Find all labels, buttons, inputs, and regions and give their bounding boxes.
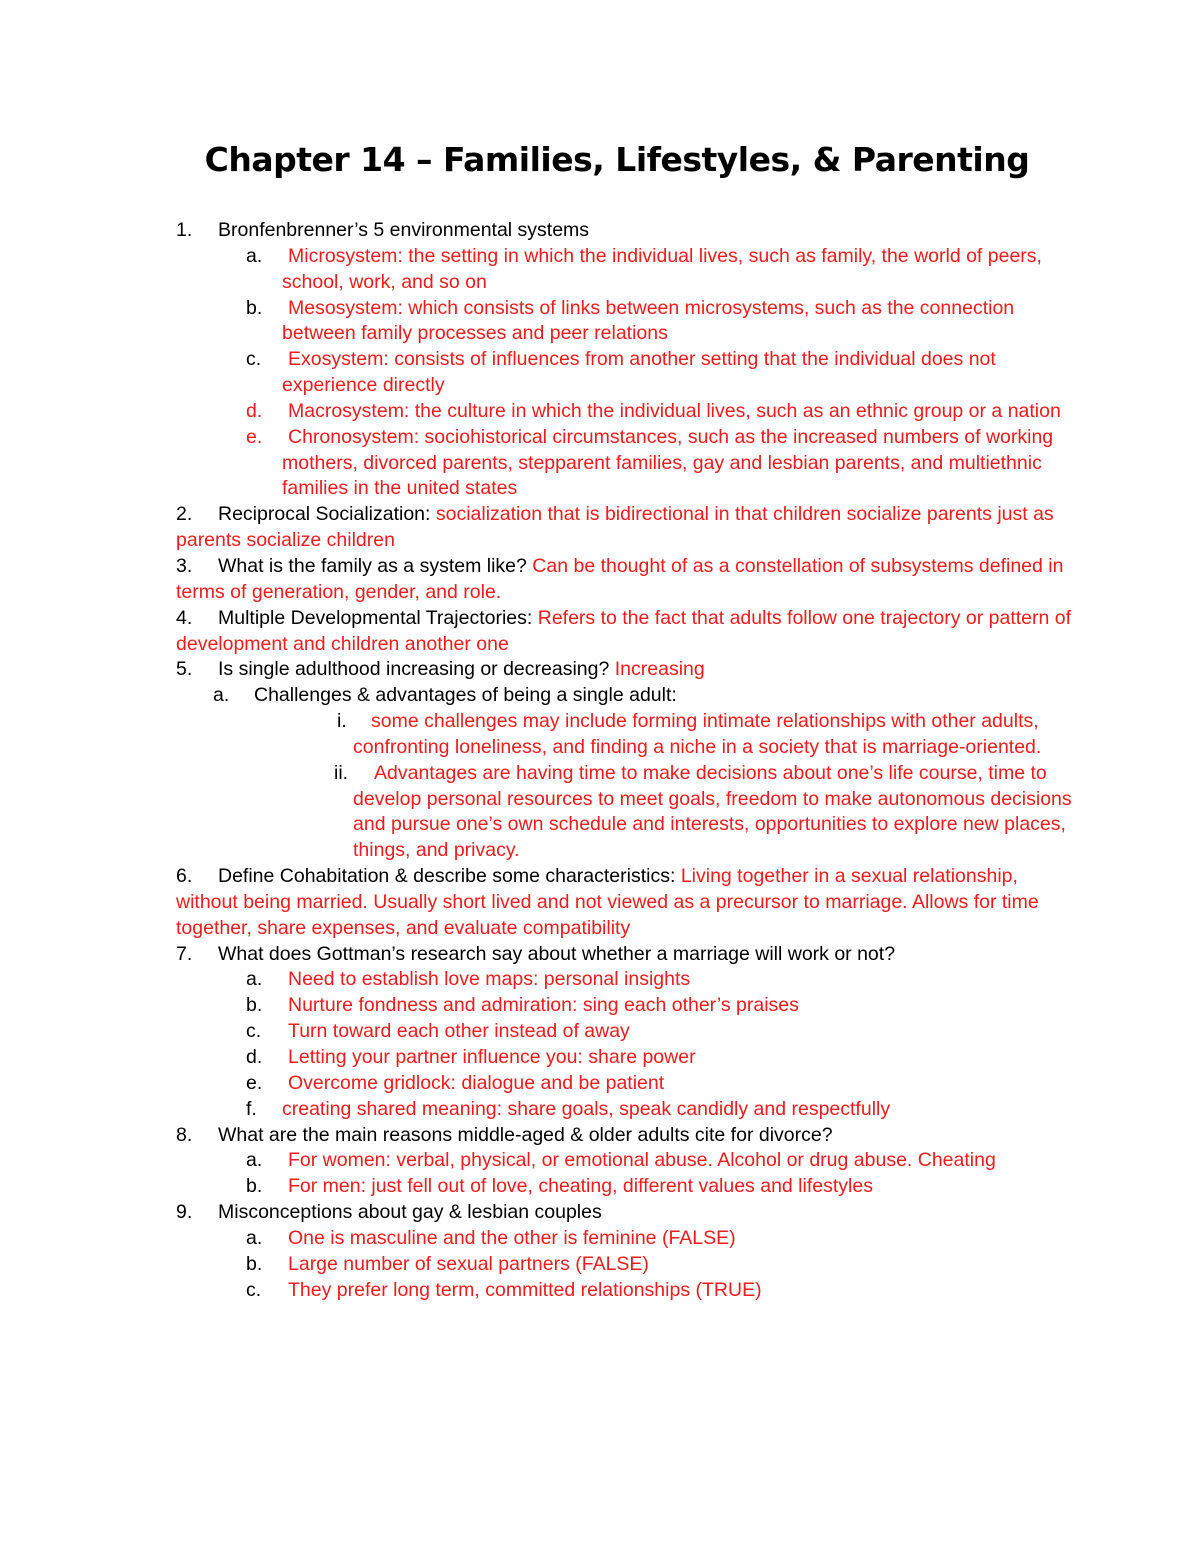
answer-text: socialization that is bidirectional in that children socialize parents just as parents socialize children [176,503,1054,552]
answer-text: Overcome gridlock: dialogue and be patient [288,1071,665,1094]
question-text: Bronfenbrenner’s 5 environmental systems [218,219,590,241]
question-text: What does Gottman’s research say about whether a marriage will work or not? [218,942,896,965]
sub-item-8b [176,1174,1076,1200]
question-text: What is the family as a system like? [218,554,527,577]
sub-question-text: Challenges & advantages of being a single adult: [254,684,677,707]
sub-item-7f [176,1097,1076,1123]
question-text: What are the main reasons middle-aged & older adults cite for divorce? [218,1123,833,1146]
answer-text: Turn toward each other instead of away [288,1020,630,1043]
question-text: Misconceptions about gay & lesbian couples [218,1201,602,1224]
sub-marker: b. [246,296,263,319]
sub-marker: b. [246,1252,263,1275]
answer-text: Macrosystem: the culture in which the individual lives, such as an ethnic group or a nation [288,399,1061,422]
roman-item-5aii [176,761,1076,864]
sub-item-7b [176,993,1076,1019]
sub-item-1e [176,425,1076,503]
question-text: Is single adulthood increasing or decreasing? [218,658,610,681]
roman-marker: i. [337,710,347,733]
sub-marker: d. [246,1046,263,1068]
page-title: Chapter 14 – Families, Lifestyles, & Parenting [204,140,1030,179]
answer-text: Advantages are having time to make decisions about one’s life course, time to develop personal resources to meet goals, freedom to make autonomous decisions and pursue one’s own schedule and interests, opportunities to explore new places, things, and privacy. [353,761,1072,862]
list-item-8 [176,1123,1076,1149]
question-text: Define Cohabitation & describe some characteristics: [218,865,676,888]
list-item-7 [176,942,1076,968]
sub-marker: b. [246,1175,263,1198]
answer-text: Chronosystem: sociohistorical circumstances, such as the increased numbers of working mothers, divorced parents, stepparent families, gay and lesbian parents, and multiethnic families in the united states [282,425,1054,500]
answer-text: One is masculine and the other is feminine (FALSE) [288,1226,736,1249]
answer-text: Increasing [614,658,705,681]
answer-text: For women: verbal, physical, or emotional abuse. Alcohol or drug abuse. Cheating [288,1149,996,1172]
item-number: 9. [176,1201,193,1224]
sub-item-7a [176,967,1076,993]
list-item-2 [176,502,1076,554]
answer-text: Refers to the fact that adults follow one trajectory or pattern of development and children another one [176,606,1072,655]
sub-item-9c [176,1278,1076,1304]
item-number: 6. [176,865,193,888]
answer-text: Mesosystem: which consists of links between microsystems, such as the connection between family processes and peer relations [282,296,1015,345]
answer-text: Can be thought of as a constellation of subsystems defined in terms of generation, gender, and role. [176,554,1064,603]
sub-marker: a. [246,968,263,991]
notes-list [176,218,1076,1303]
list-item-5 [176,657,1076,683]
sub-marker: c. [246,1020,262,1043]
item-number: 7. [176,942,193,965]
sub-item-9a [176,1226,1076,1252]
answer-text: Need to establish love maps: personal insights [288,968,691,991]
sub-item-1a [176,244,1076,296]
sub-marker: c. [246,348,262,371]
sub-marker: a. [213,684,230,707]
question-text: Reciprocal Socialization: [218,503,431,526]
list-item-9 [176,1200,1076,1226]
sub-marker: c. [246,1278,262,1301]
roman-marker: ii. [334,761,349,784]
answer-text: Nurture fondness and admiration: sing each other’s praises [288,994,799,1017]
list-item-6 [176,864,1076,942]
item-number: 4. [176,606,193,629]
question-text: Multiple Developmental Trajectories: [218,606,533,629]
list-item-1 [176,218,1076,244]
answer-text: Large number of sexual partners (FALSE) [288,1252,649,1275]
answer-text: Living together in a sexual relationship, without being married. Usually short lived and not viewed as a precursor to marriage. Allows for time together, share expenses, and evaluate compatibility [176,865,1039,939]
list-item-4 [176,606,1076,658]
sub-marker: b. [246,994,263,1017]
sub-item-7c [176,1019,1076,1045]
roman-item-5ai [176,709,1076,761]
sub-marker: d. [246,399,263,422]
sub-marker: e. [246,425,263,448]
answer-text: some challenges may include forming intimate relationships with other adults, confronting loneliness, and finding a niche in a society that is marriage-oriented. [353,710,1042,758]
sub-item-1d [176,399,1076,425]
sub-item-7d [176,1045,1076,1071]
sub-item-9b [176,1252,1076,1278]
answer-text: They prefer long term, committed relationships (TRUE) [288,1278,762,1301]
item-number: 8. [176,1123,193,1146]
sub-marker: a. [246,244,263,267]
answer-text: creating shared meaning: share goals, speak candidly and respectfully [282,1097,891,1120]
item-number: 5. [176,658,193,681]
answer-text: Exosystem: consists of influences from another setting that the individual does not experience directly [282,348,996,397]
list-item-3 [176,554,1076,606]
sub-item-1b [176,296,1076,348]
sub-marker: e. [246,1071,263,1094]
sub-item-1c [176,347,1076,399]
answer-text: Microsystem: the setting in which the individual lives, such as family, the world of peers, school, work, and so on [282,244,1042,293]
sub-marker: f. [246,1097,257,1120]
answer-text: For men: just fell out of love, cheating, different values and lifestyles [288,1175,873,1198]
sub-item-8a [176,1148,1076,1174]
sub-marker: a. [246,1149,263,1172]
answer-text: Letting your partner influence you: share power [288,1046,696,1068]
sub-marker: a. [246,1226,263,1249]
sub-item-7e [176,1071,1076,1097]
item-number: 2. [176,503,193,526]
item-number: 1. [176,219,193,241]
sub-item-5a [176,683,1076,709]
item-number: 3. [176,554,193,577]
